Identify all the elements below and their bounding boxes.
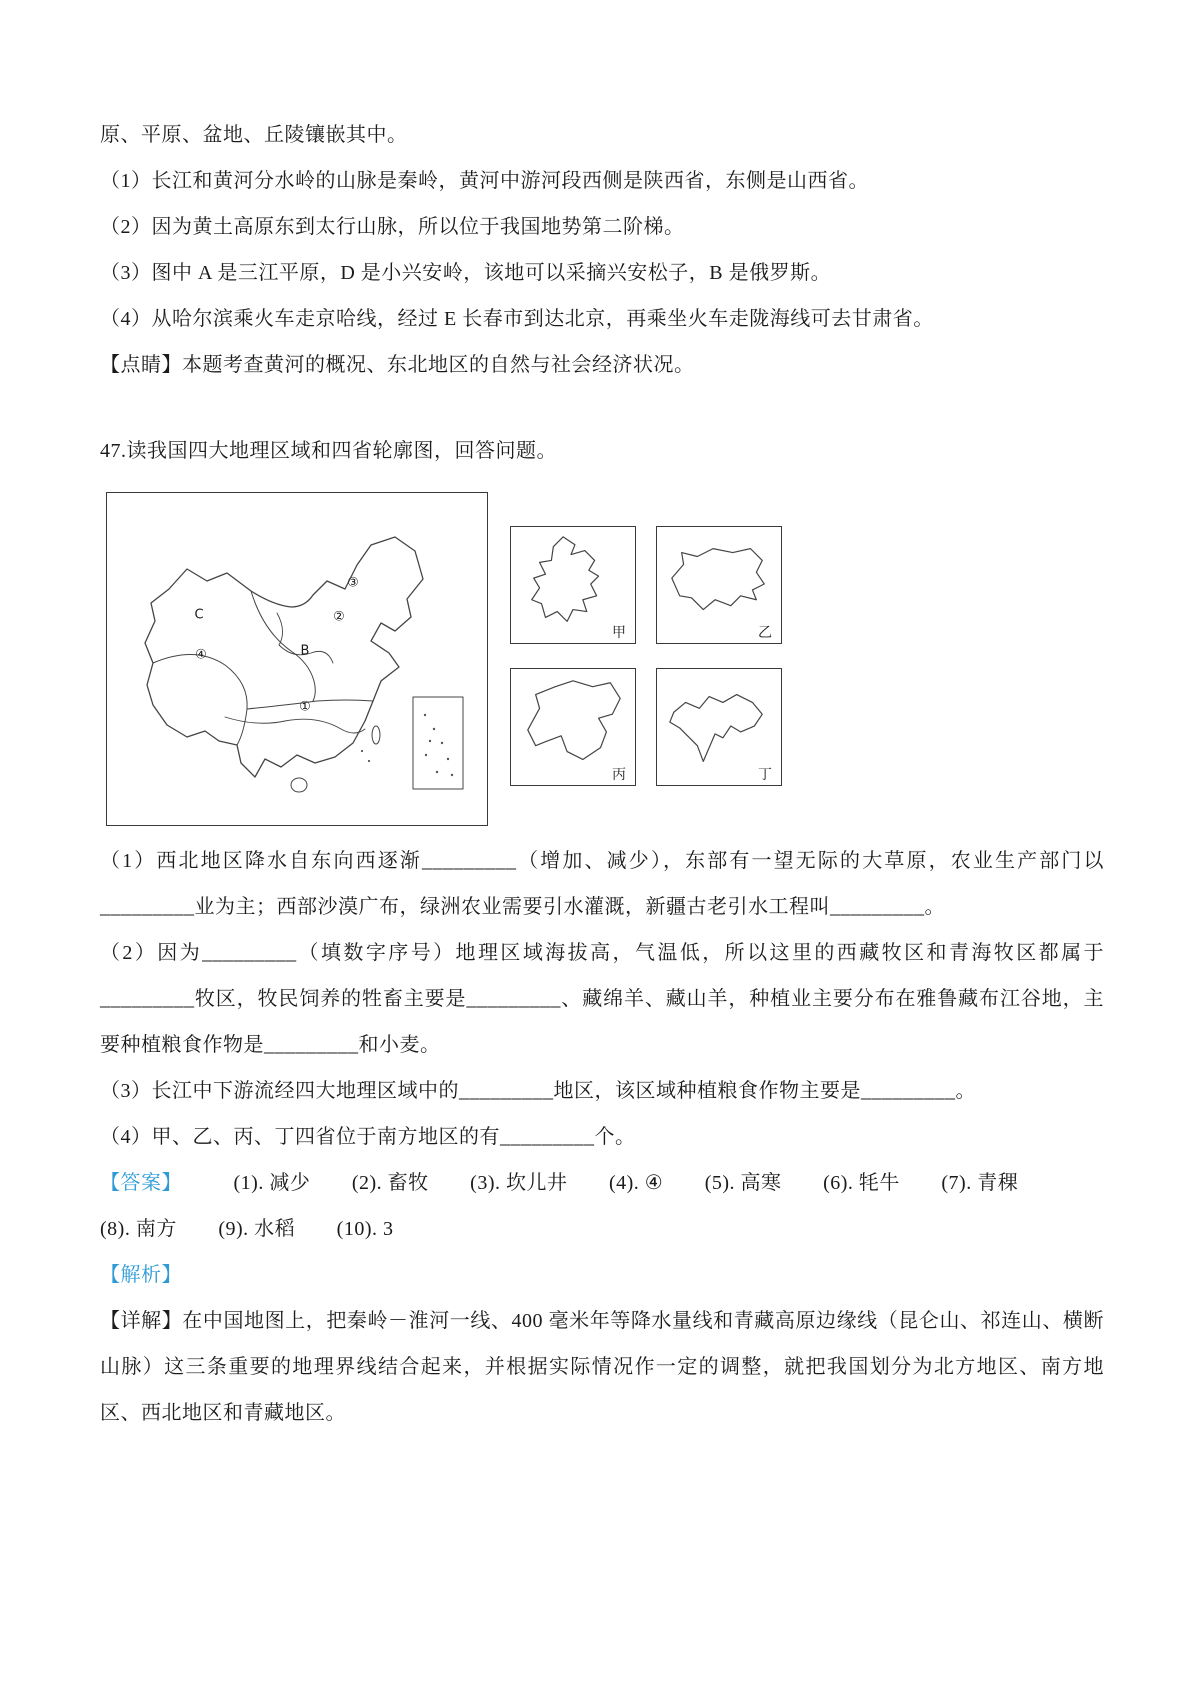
map-label-b: B <box>300 643 310 659</box>
answer-line-2 <box>100 1206 1104 1252</box>
province-jia-path <box>532 537 599 622</box>
province-outline-grid <box>510 526 780 786</box>
province-outline-bing <box>510 668 636 786</box>
answer-item-3: (3). 坎儿井 <box>470 1172 568 1194</box>
sub-question-4: （4）甲、乙、丙、丁四省位于南方地区的有_________个。 <box>100 1126 636 1148</box>
south-china-sea-inset <box>413 697 463 789</box>
province-ding-path <box>670 695 762 762</box>
province-label-bing: 丙 <box>612 768 626 783</box>
answer-item-4: (4). ④ <box>608 1172 664 1194</box>
answer-item-5: (5). 高寒 <box>704 1172 782 1194</box>
province-yi-path <box>672 549 764 610</box>
answer-item-8: (8). 南方 <box>100 1218 177 1240</box>
province-label-ding: 丁 <box>758 768 772 783</box>
hainan-island <box>291 778 307 792</box>
map-label-region-4: ④ <box>195 647 207 663</box>
answer-item-2: (2). 畜牧 <box>351 1172 429 1194</box>
map-label-c: C <box>194 607 204 623</box>
sub-question-2: （2）因为_________（填数字序号）地理区域海拔高，气温低，所以这里的西藏牧区和青海牧区都属于_________牧区，牧民饲养的牲畜主要是_________、藏绵羊、藏山羊，种植业主要分布在雅鲁藏布江谷地，主要种植粮食作物是_________和小麦。 <box>100 942 1104 1056</box>
province-label-yi: 乙 <box>758 626 772 641</box>
china-map-svg <box>107 493 487 825</box>
analysis-line <box>100 1252 1104 1298</box>
answer-label: 【答案】 <box>100 1172 182 1194</box>
tibet-boundary-line <box>153 654 247 745</box>
tip-line: 【点睛】本题考查黄河的概况、东北地区的自然与社会经济状况。 <box>100 354 695 376</box>
answer-line-1 <box>100 1160 1104 1206</box>
province-outline-ding <box>656 668 782 786</box>
map-label-region-2: ② <box>333 609 345 625</box>
province-bing-path <box>528 681 620 760</box>
prev-answer-line-2: （2）因为黄土高原东到太行山脉，所以位于我国地势第二阶梯。 <box>100 216 685 238</box>
question-stem: 47.读我国四大地理区域和四省轮廓图，回答问题。 <box>100 440 557 462</box>
sub-question-1: （1）西北地区降水自东向西逐渐_________（增加、减少），东部有一望无际的大草原，农业生产部门以_________业为主；西部沙漠广布，绿洲农业需要引水灌溉，新疆古老引水工程叫_________。 <box>100 850 1104 918</box>
map-label-region-3: ③ <box>347 575 359 591</box>
china-outline-path <box>145 537 423 777</box>
sub-question-3: （3）长江中下游流经四大地理区域中的_________地区，该区域种植粮食作物主要是_________。 <box>100 1080 976 1102</box>
province-outline-yi <box>656 526 782 644</box>
question-figure <box>106 492 1104 826</box>
prev-answer-line-1: （1）长江和黄河分水岭的山脉是秦岭，黄河中游河段西侧是陕西省，东侧是山西省。 <box>100 170 869 192</box>
prev-answer-line-4: （4）从哈尔滨乘火车走京哈线，经过 E 长春市到达北京，再乘坐火车走陇海线可去甘肃省。 <box>100 308 934 330</box>
prev-answer-tail: 原、平原、盆地、丘陵镶嵌其中。 <box>100 124 408 146</box>
province-outline-jia <box>510 526 636 644</box>
analysis-label: 【解析】 <box>100 1264 182 1286</box>
province-label-jia: 甲 <box>612 626 626 641</box>
answer-item-1: (1). 减少 <box>233 1172 311 1194</box>
answer-item-10: (10). 3 <box>336 1218 394 1240</box>
island-dots <box>361 714 453 776</box>
prev-answer-line-3: （3）图中 A 是三江平原，D 是小兴安岭，该地可以采摘兴安松子，B 是俄罗斯。 <box>100 262 832 284</box>
china-regions-map <box>106 492 488 826</box>
answer-item-6: (6). 牦牛 <box>823 1172 900 1194</box>
map-label-region-1: ① <box>299 699 311 715</box>
answer-item-7: (7). 青稞 <box>941 1172 1019 1194</box>
yangtze-river-path <box>225 717 365 733</box>
detail-paragraph: 【详解】在中国地图上，把秦岭－淮河一线、400 毫米年等降水量线和青藏高原边缘线（昆仑山、祁连山、横断山脉）这三条重要的地理界线结合起来，并根据实际情况作一定的调整，就把我国划分为北方地区、南方地区、西北地区和青藏地区。 <box>100 1310 1104 1424</box>
answer-item-9: (9). 水稻 <box>218 1218 296 1240</box>
taiwan-island <box>372 726 380 744</box>
